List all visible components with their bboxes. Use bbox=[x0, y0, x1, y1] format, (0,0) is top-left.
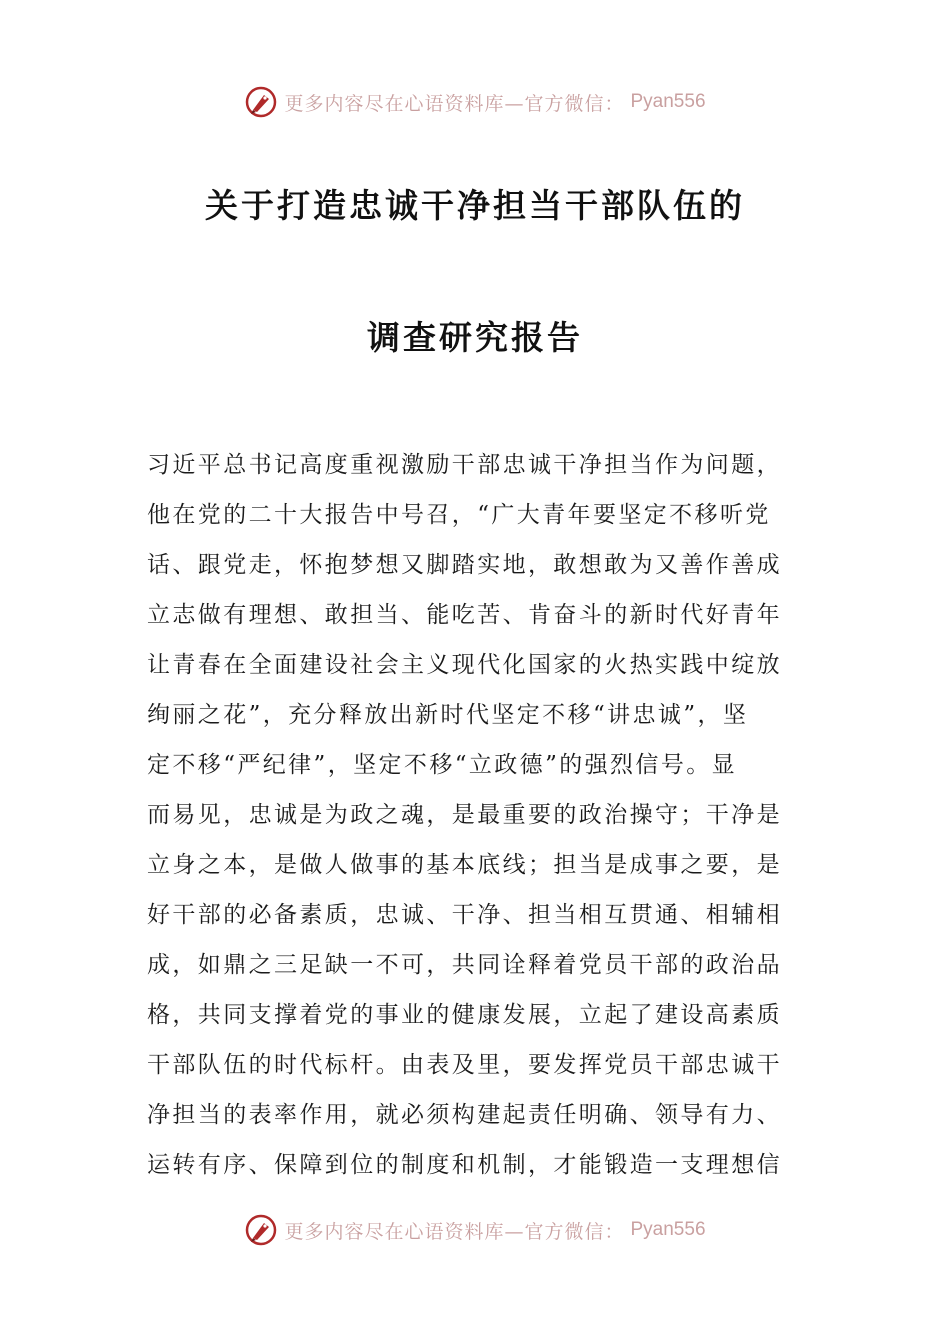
watermark-banner-bottom bbox=[0, 1210, 950, 1250]
body-line: 运转有序、保障到位的制度和机制，才能锻造一支理想信 bbox=[147, 1152, 782, 1178]
watermark-wechat-id: Pyan556 bbox=[630, 91, 706, 112]
body-line: 净担当的表率作用，就必须构建起责任明确、领导有力、 bbox=[147, 1102, 782, 1128]
body-line: 让青春在全面建设社会主义现代化国家的火热实践中绽放 bbox=[147, 652, 782, 678]
document-title-line-1: 关于打造忠诚干净担当干部队伍的 bbox=[205, 186, 745, 225]
watermark-text: 更多内容尽在心语资料库—官方微信： bbox=[284, 1220, 625, 1243]
body-line: 而易见，忠诚是为政之魂，是最重要的政治操守；干净是 bbox=[147, 802, 782, 828]
document-body bbox=[147, 440, 807, 1190]
body-line: 话、跟党走，怀抱梦想又脚踏实地，敢想敢为又善作善成 bbox=[147, 552, 782, 578]
watermark-wechat-id: Pyan556 bbox=[630, 1219, 706, 1240]
body-line: 习近平总书记高度重视激励干部忠诚干净担当作为问题， bbox=[147, 452, 782, 478]
body-line: 他在党的二十大报告中号召，“广大青年要坚定不移听党 bbox=[147, 502, 771, 528]
body-line: 成，如鼎之三足缺一不可，共同诠释着党员干部的政治品 bbox=[147, 952, 782, 978]
pen-nib-logo-icon bbox=[244, 1213, 278, 1247]
body-line: 立志做有理想、敢担当、能吃苦、肯奋斗的新时代好青年 bbox=[147, 602, 782, 628]
body-line: 干部队伍的时代标杆。由表及里，要发挥党员干部忠诚干 bbox=[147, 1052, 782, 1078]
body-line: 立身之本，是做人做事的基本底线；担当是成事之要，是 bbox=[147, 852, 782, 878]
watermark-text: 更多内容尽在心语资料库—官方微信： bbox=[284, 92, 625, 115]
body-line: 定不移“严纪律”，坚定不移“立政德”的强烈信号。显 bbox=[147, 752, 738, 778]
body-line: 绚丽之花”，充分释放出新时代坚定不移“讲忠诚”，坚 bbox=[147, 702, 749, 728]
pen-nib-logo-icon bbox=[244, 85, 278, 119]
body-line: 格，共同支撑着党的事业的健康发展，立起了建设高素质 bbox=[147, 1002, 782, 1028]
document-title-line-2: 调查研究报告 bbox=[367, 318, 583, 357]
body-line: 好干部的必备素质，忠诚、干净、担当相互贯通、相辅相 bbox=[147, 902, 782, 928]
watermark-banner-top bbox=[0, 82, 950, 122]
